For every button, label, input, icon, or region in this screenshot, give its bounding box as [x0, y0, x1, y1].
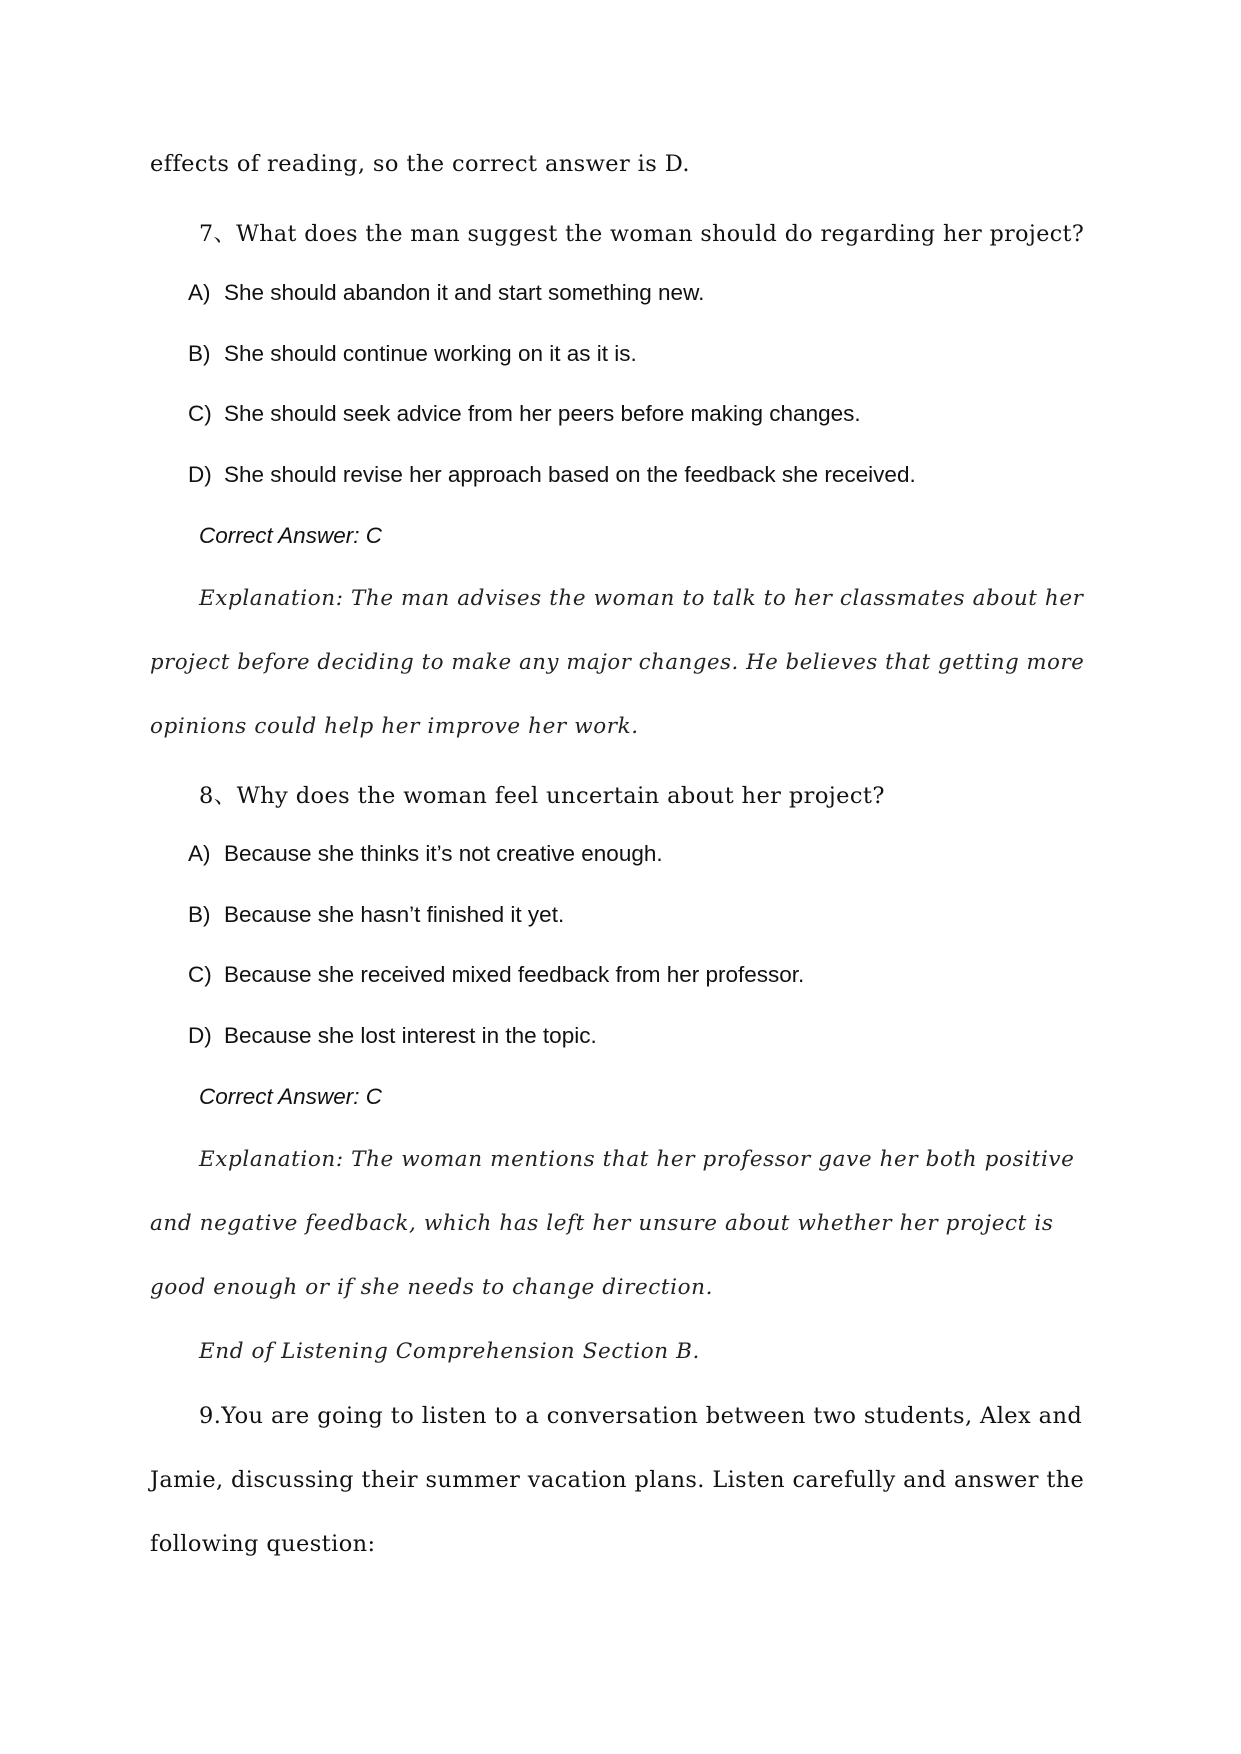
option-letter: C) [188, 962, 212, 987]
q7-explanation-line-2: project before deciding to make any major changes. He believes that getting more [150, 650, 1085, 675]
q8-option-b [188, 902, 564, 928]
q7-explanation-line-1: Explanation: The man advises the woman to talk to her classmates about her [199, 586, 1084, 611]
q8-explanation-line-3: good enough or if she needs to change direction. [150, 1275, 714, 1300]
section-end-note: End of Listening Comprehension Section B. [199, 1339, 700, 1364]
question-9-line-1: 9.You are going to listen to a conversation between two students, Alex and [199, 1403, 1083, 1429]
option-text: She should continue working on it as it is. [224, 341, 637, 366]
option-letter: B) [188, 902, 211, 927]
intro-line: effects of reading, so the correct answer is D. [150, 151, 690, 177]
option-letter: D) [188, 462, 212, 487]
q8-option-d [188, 1023, 597, 1049]
option-letter: C) [188, 401, 212, 426]
option-letter: A) [188, 841, 211, 866]
question-8: 8、Why does the woman feel uncertain about her project? [199, 783, 885, 809]
option-text: Because she hasn’t finished it yet. [224, 902, 565, 927]
q7-option-a [188, 280, 704, 306]
option-text: Because she lost interest in the topic. [224, 1023, 597, 1048]
q8-correct-answer: Correct Answer: C [199, 1084, 382, 1109]
option-letter: B) [188, 341, 211, 366]
q8-explanation-line-2: and negative feedback, which has left her unsure about whether her project is [150, 1211, 1054, 1236]
option-text: She should revise her approach based on the feedback she received. [224, 462, 916, 487]
option-text: She should seek advice from her peers before making changes. [224, 401, 861, 426]
q7-explanation-line-3: opinions could help her improve her work. [150, 714, 639, 739]
q7-correct-answer: Correct Answer: C [199, 523, 382, 548]
question-7: 7、What does the man suggest the woman should do regarding her project? [199, 221, 1085, 247]
q7-option-d [188, 462, 916, 488]
option-text: Because she thinks it’s not creative enough. [224, 841, 663, 866]
q7-option-c [188, 401, 861, 427]
question-9-line-3: following question: [150, 1531, 376, 1557]
option-letter: A) [188, 280, 211, 305]
question-9-line-2: Jamie, discussing their summer vacation plans. Listen carefully and answer the [150, 1467, 1085, 1493]
q8-option-c [188, 962, 804, 988]
option-text: Because she received mixed feedback from her professor. [224, 962, 805, 987]
option-letter: D) [188, 1023, 212, 1048]
q7-option-b [188, 341, 637, 367]
q8-option-a [188, 841, 663, 867]
option-text: She should abandon it and start something new. [224, 280, 705, 305]
q8-explanation-line-1: Explanation: The woman mentions that her professor gave her both positive [199, 1147, 1075, 1172]
